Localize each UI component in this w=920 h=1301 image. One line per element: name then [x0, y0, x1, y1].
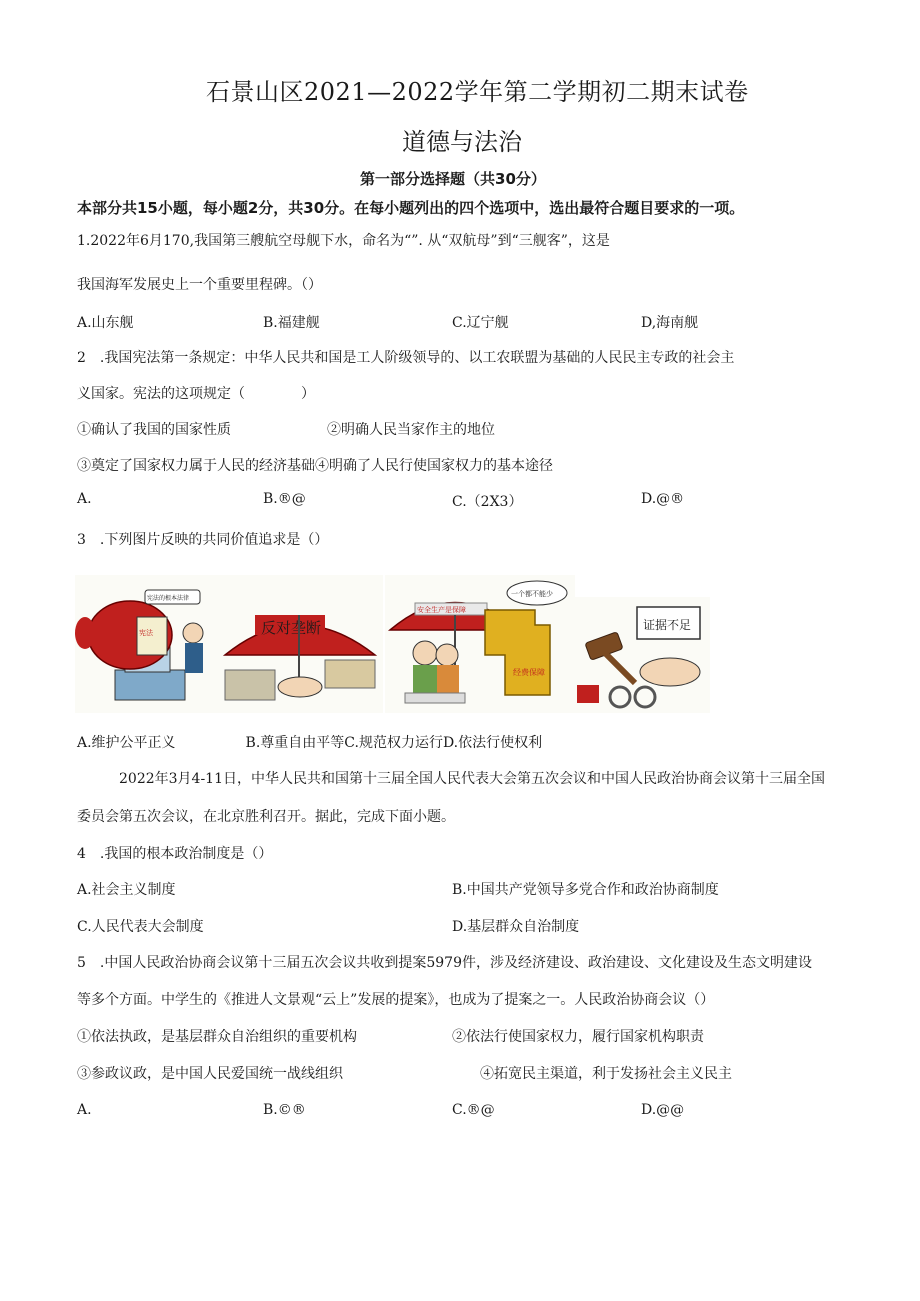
q2-option-d[interactable]: D.@® [641, 491, 685, 507]
q5-choice-2: ②依法行使国家权力，履行国家机构职责 [452, 1029, 704, 1045]
q3-image-evidence [575, 597, 710, 713]
q3-image-guarantee [385, 575, 575, 713]
subject-title: 道德与法治 [402, 128, 522, 156]
q5-choice-4: ④拓宽民主渠道，利于发扬社会主义民主 [480, 1066, 732, 1082]
q2-line2: 义国家。宪法的这项规定（ ） [77, 386, 315, 402]
q5-option-b[interactable]: B.©® [263, 1102, 306, 1118]
q5-line2: 等多个方面。中学生的《推进人文景观“云上”发展的提案》，也成为了提案之一。人民政治协商会议（） [77, 992, 715, 1008]
q4-option-d[interactable]: D.基层群众自治制度 [452, 919, 580, 935]
q3-image-antimonopoly [215, 575, 383, 713]
q5-choice-1: ①依法执政，是基层群众自治组织的重要机构 [77, 1029, 357, 1045]
q2-option-c[interactable]: C.（2X3） [452, 494, 523, 510]
q2-choice-34: ③奠定了国家权力属于人民的经济基础④明确了人民行使国家权力的基本途径 [77, 458, 553, 474]
q3-options[interactable]: A.维护公平正义 B.尊重自由平等C.规范权力运行D.依法行使权利 [77, 735, 543, 751]
q3-img3-bubble: 一个都不能少 [511, 590, 553, 598]
q5-line1: 5 .中国人民政治协商会议第十三届五次会议共收到提案5979件，涉及经济建设、政治建设、文化建设及生态文明建设 [77, 955, 812, 971]
q1-option-c[interactable]: C.辽宁舰 [452, 315, 509, 331]
q1-option-a[interactable]: A.山东舰 [77, 315, 134, 331]
q1-line1: 1.2022年6月170,我国第三艘航空母舰下水，命名为“”. 从“双航母”到“三舰客”，这是 [77, 233, 610, 249]
q1-option-b[interactable]: B.福建舰 [263, 315, 320, 331]
q3-line1: 3 .下列图片反映的共同价值追求是（） [77, 532, 329, 548]
q4-option-b[interactable]: B.中国共产党领导多党合作和政治协商制度 [452, 882, 719, 898]
exam-title: 石景山区2021—2022学年第二学期初二期末试卷 [206, 78, 749, 106]
q3-img3-label: 安全生产是保障 [417, 606, 466, 614]
q3-img4-label: 证据不足 [643, 618, 692, 632]
instructions: 本部分共15小题，每小题2分，共30分。在每小题列出的四个选项中，选出最符合题目要求的一项。 [77, 199, 745, 217]
q4-option-a[interactable]: A.社会主义制度 [77, 882, 176, 898]
q5-option-c[interactable]: C.®@ [452, 1102, 495, 1118]
q3-image-constitution [75, 575, 215, 713]
q2-option-b[interactable]: B.®@ [263, 491, 306, 507]
context-line2: 委员会第五次会议，在北京胜利召开。据此，完成下面小题。 [77, 809, 455, 825]
q3-img1-label: 宪法的根本法律 [147, 595, 190, 602]
q2-choice-2: ②明确人民当家作主的地位 [327, 422, 495, 438]
q4-line1: 4 .我国的根本政治制度是（） [77, 846, 273, 862]
q1-option-d[interactable]: D,海南舰 [641, 315, 699, 331]
q1-line2: 我国海军发展史上一个重要里程碑。（） [77, 277, 322, 293]
q2-choice-1: ①确认了我国的国家性质 [77, 422, 231, 438]
q3-img2-label: 反对垄断 [261, 619, 322, 637]
q2-line1: 2 .我国宪法第一条规定：中华人民共和国是工人阶级领导的、以工农联盟为基础的人民民主专政的社会主 [77, 350, 735, 366]
q5-choice-3: ③参政议政，是中国人民爱国统一战线组织 [77, 1066, 343, 1082]
q5-option-d[interactable]: D.@@ [641, 1102, 685, 1118]
q5-option-a[interactable]: A. [77, 1102, 92, 1118]
q3-img3-sign: 经费保障 [513, 668, 545, 677]
q3-img1-label2: 宪法 [139, 629, 153, 637]
q2-option-a[interactable]: A. [77, 491, 92, 507]
context-line1: 2022年3月4-11日，中华人民共和国第十三届全国人民代表大会第五次会议和中国人民政治协商会议第十三届全国 [119, 771, 825, 787]
q4-option-c[interactable]: C.人民代表大会制度 [77, 919, 204, 935]
part-title: 第一部分选择题（共30分） [360, 170, 546, 188]
